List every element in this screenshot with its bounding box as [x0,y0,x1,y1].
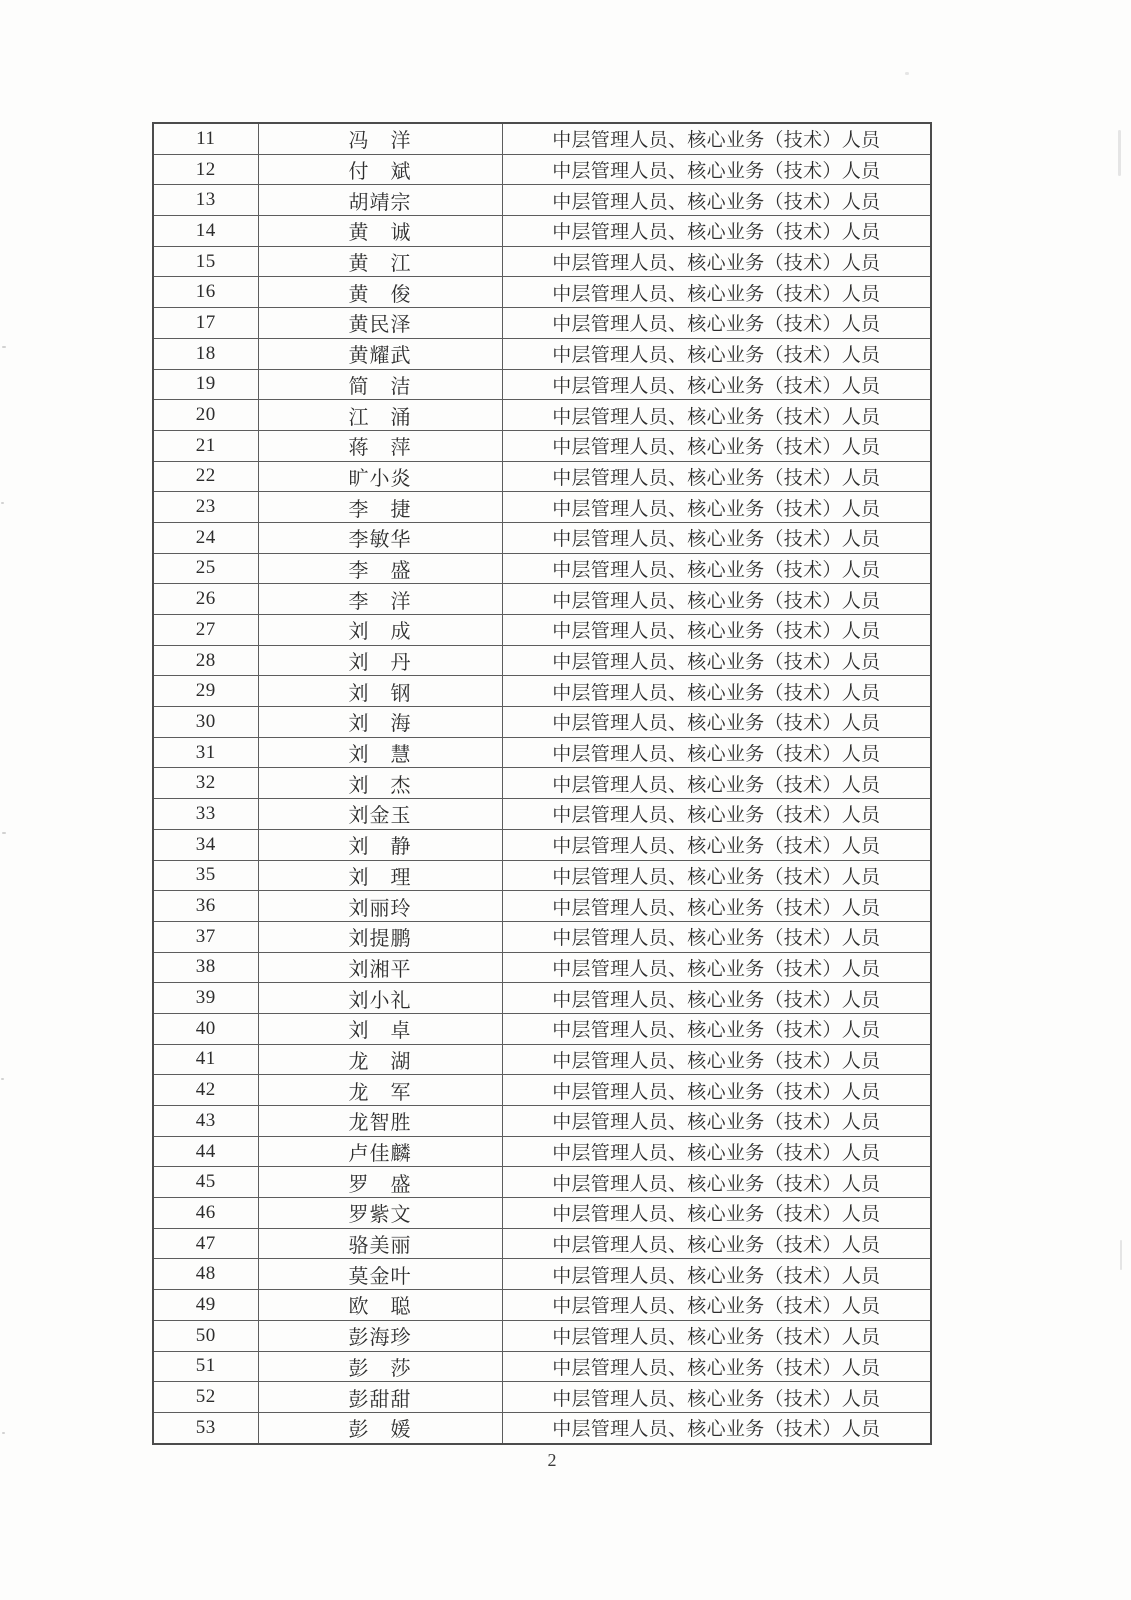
name-cell: 罗 盛 [258,1167,502,1198]
table-row [153,1106,931,1137]
name-cell: 刘 钢 [258,676,502,707]
name-cell: 刘 丹 [258,645,502,676]
table-row [153,921,931,952]
name-cell: 江 涌 [258,400,502,431]
category-cell: 中层管理人员、核心业务（技术）人员 [502,522,931,553]
category-cell: 中层管理人员、核心业务（技术）人员 [502,676,931,707]
name-cell: 李 盛 [258,553,502,584]
name-cell: 李 捷 [258,492,502,523]
table-row [153,369,931,400]
category-cell: 中层管理人员、核心业务（技术）人员 [502,737,931,768]
name-cell: 刘 杰 [258,768,502,799]
category-cell: 中层管理人员、核心业务（技术）人员 [502,246,931,277]
scan-speck [2,346,6,348]
scan-smudge [905,72,909,75]
table-row [153,1382,931,1413]
table-row [153,952,931,983]
category-cell: 中层管理人员、核心业务（技术）人员 [502,615,931,646]
scan-speck [1,1078,4,1080]
category-cell: 中层管理人员、核心业务（技术）人员 [502,185,931,216]
table-row [153,492,931,523]
row-number-cell: 32 [153,768,258,799]
table-row [153,123,931,154]
name-cell: 龙 湖 [258,1044,502,1075]
table-row [153,676,931,707]
name-cell: 刘提鹏 [258,921,502,952]
table-row [153,1259,931,1290]
name-cell: 彭 莎 [258,1351,502,1382]
category-cell: 中层管理人员、核心业务（技术）人员 [502,1382,931,1413]
category-cell: 中层管理人员、核心业务（技术）人员 [502,400,931,431]
row-number-cell: 27 [153,615,258,646]
category-cell: 中层管理人员、核心业务（技术）人员 [502,553,931,584]
scan-smudge [1120,1240,1122,1270]
category-cell: 中层管理人员、核心业务（技术）人员 [502,1351,931,1382]
row-number-cell: 14 [153,216,258,247]
name-cell: 刘金玉 [258,799,502,830]
row-number-cell: 41 [153,1044,258,1075]
category-cell: 中层管理人员、核心业务（技术）人员 [502,1013,931,1044]
row-number-cell: 29 [153,676,258,707]
table-row [153,1320,931,1351]
name-cell: 刘 成 [258,615,502,646]
table-row [153,1167,931,1198]
name-cell: 刘 卓 [258,1013,502,1044]
row-number-cell: 21 [153,430,258,461]
name-cell: 冯 洋 [258,123,502,154]
table-row [153,1136,931,1167]
row-number-cell: 28 [153,645,258,676]
table-row [153,891,931,922]
row-number-cell: 17 [153,308,258,339]
name-cell: 罗紫文 [258,1198,502,1229]
category-cell: 中层管理人员、核心业务（技术）人员 [502,430,931,461]
row-number-cell: 33 [153,799,258,830]
name-cell: 龙智胜 [258,1106,502,1137]
name-cell: 黄 俊 [258,277,502,308]
row-number-cell: 46 [153,1198,258,1229]
category-cell: 中层管理人员、核心业务（技术）人员 [502,707,931,738]
row-number-cell: 40 [153,1013,258,1044]
category-cell: 中层管理人员、核心业务（技术）人员 [502,1167,931,1198]
category-cell: 中层管理人员、核心业务（技术）人员 [502,1136,931,1167]
category-cell: 中层管理人员、核心业务（技术）人员 [502,154,931,185]
category-cell: 中层管理人员、核心业务（技术）人员 [502,1259,931,1290]
name-cell: 简 洁 [258,369,502,400]
row-number-cell: 20 [153,400,258,431]
row-number-cell: 44 [153,1136,258,1167]
table-row [153,1290,931,1321]
scan-smudge [1118,130,1121,176]
table-row [153,860,931,891]
name-cell: 李敏华 [258,522,502,553]
row-number-cell: 50 [153,1320,258,1351]
row-number-cell: 53 [153,1412,258,1444]
name-cell: 刘丽玲 [258,891,502,922]
row-number-cell: 45 [153,1167,258,1198]
row-number-cell: 18 [153,338,258,369]
category-cell: 中层管理人员、核心业务（技术）人员 [502,645,931,676]
table-row [153,1075,931,1106]
category-cell: 中层管理人员、核心业务（技术）人员 [502,952,931,983]
category-cell: 中层管理人员、核心业务（技术）人员 [502,1075,931,1106]
row-number-cell: 16 [153,277,258,308]
category-cell: 中层管理人员、核心业务（技术）人员 [502,1290,931,1321]
table-row [153,246,931,277]
row-number-cell: 47 [153,1228,258,1259]
category-cell: 中层管理人员、核心业务（技术）人员 [502,1106,931,1137]
row-number-cell: 31 [153,737,258,768]
category-cell: 中层管理人员、核心业务（技术）人员 [502,1044,931,1075]
name-cell: 旷小炎 [258,461,502,492]
row-number-cell: 35 [153,860,258,891]
category-cell: 中层管理人员、核心业务（技术）人员 [502,799,931,830]
table-row [153,154,931,185]
table-row [153,1198,931,1229]
table-row [153,983,931,1014]
table-row [153,737,931,768]
row-number-cell: 15 [153,246,258,277]
category-cell: 中层管理人员、核心业务（技术）人员 [502,1320,931,1351]
category-cell: 中层管理人员、核心业务（技术）人员 [502,1198,931,1229]
row-number-cell: 26 [153,584,258,615]
row-number-cell: 49 [153,1290,258,1321]
table-row [153,1013,931,1044]
row-number-cell: 43 [153,1106,258,1137]
row-number-cell: 36 [153,891,258,922]
name-cell: 付 斌 [258,154,502,185]
name-cell: 骆美丽 [258,1228,502,1259]
scan-speck [2,832,6,834]
name-cell: 刘 海 [258,707,502,738]
category-cell: 中层管理人员、核心业务（技术）人员 [502,492,931,523]
row-number-cell: 48 [153,1259,258,1290]
row-number-cell: 38 [153,952,258,983]
row-number-cell: 12 [153,154,258,185]
name-cell: 彭海珍 [258,1320,502,1351]
name-cell: 黄耀武 [258,338,502,369]
category-cell: 中层管理人员、核心业务（技术）人员 [502,768,931,799]
row-number-cell: 24 [153,522,258,553]
category-cell: 中层管理人员、核心业务（技术）人员 [502,123,931,154]
category-cell: 中层管理人员、核心业务（技术）人员 [502,216,931,247]
row-number-cell: 39 [153,983,258,1014]
table-row [153,461,931,492]
category-cell: 中层管理人员、核心业务（技术）人员 [502,1412,931,1444]
category-cell: 中层管理人员、核心业务（技术）人员 [502,829,931,860]
name-cell: 龙 军 [258,1075,502,1106]
row-number-cell: 25 [153,553,258,584]
scan-speck [2,1432,5,1434]
table-row [153,1412,931,1444]
name-cell: 彭 媛 [258,1412,502,1444]
category-cell: 中层管理人员、核心业务（技术）人员 [502,860,931,891]
table-row [153,1351,931,1382]
name-cell: 李 洋 [258,584,502,615]
category-cell: 中层管理人员、核心业务（技术）人员 [502,338,931,369]
table-row [153,430,931,461]
table-row [153,829,931,860]
name-cell: 卢佳麟 [258,1136,502,1167]
table-row [153,338,931,369]
table-body [153,123,931,1444]
category-cell: 中层管理人员、核心业务（技术）人员 [502,369,931,400]
table-row [153,768,931,799]
name-cell: 刘小礼 [258,983,502,1014]
name-cell: 欧 聪 [258,1290,502,1321]
name-cell: 刘 理 [258,860,502,891]
table-row [153,1228,931,1259]
row-number-cell: 34 [153,829,258,860]
row-number-cell: 23 [153,492,258,523]
table-row [153,799,931,830]
table-row [153,216,931,247]
category-cell: 中层管理人员、核心业务（技术）人员 [502,921,931,952]
table-row [153,277,931,308]
category-cell: 中层管理人员、核心业务（技术）人员 [502,891,931,922]
row-number-cell: 19 [153,369,258,400]
table-row [153,522,931,553]
name-cell: 黄 诚 [258,216,502,247]
personnel-table [152,122,932,1445]
name-cell: 胡靖宗 [258,185,502,216]
row-number-cell: 13 [153,185,258,216]
row-number-cell: 52 [153,1382,258,1413]
table-row [153,308,931,339]
category-cell: 中层管理人员、核心业务（技术）人员 [502,277,931,308]
scan-speck [1,502,4,504]
name-cell: 刘 静 [258,829,502,860]
row-number-cell: 30 [153,707,258,738]
row-number-cell: 11 [153,123,258,154]
name-cell: 刘湘平 [258,952,502,983]
table-row [153,584,931,615]
table-row [153,615,931,646]
category-cell: 中层管理人员、核心业务（技术）人员 [502,1228,931,1259]
row-number-cell: 42 [153,1075,258,1106]
table-row [153,185,931,216]
page-number: 2 [547,1450,557,1470]
category-cell: 中层管理人员、核心业务（技术）人员 [502,584,931,615]
table-row [153,645,931,676]
table-row [153,553,931,584]
category-cell: 中层管理人员、核心业务（技术）人员 [502,983,931,1014]
category-cell: 中层管理人员、核心业务（技术）人员 [502,308,931,339]
name-cell: 黄 江 [258,246,502,277]
row-number-cell: 22 [153,461,258,492]
table-row [153,1044,931,1075]
name-cell: 莫金叶 [258,1259,502,1290]
name-cell: 刘 慧 [258,737,502,768]
row-number-cell: 51 [153,1351,258,1382]
table-row [153,707,931,738]
name-cell: 蒋 萍 [258,430,502,461]
table-row [153,400,931,431]
category-cell: 中层管理人员、核心业务（技术）人员 [502,461,931,492]
name-cell: 彭甜甜 [258,1382,502,1413]
row-number-cell: 37 [153,921,258,952]
name-cell: 黄民泽 [258,308,502,339]
